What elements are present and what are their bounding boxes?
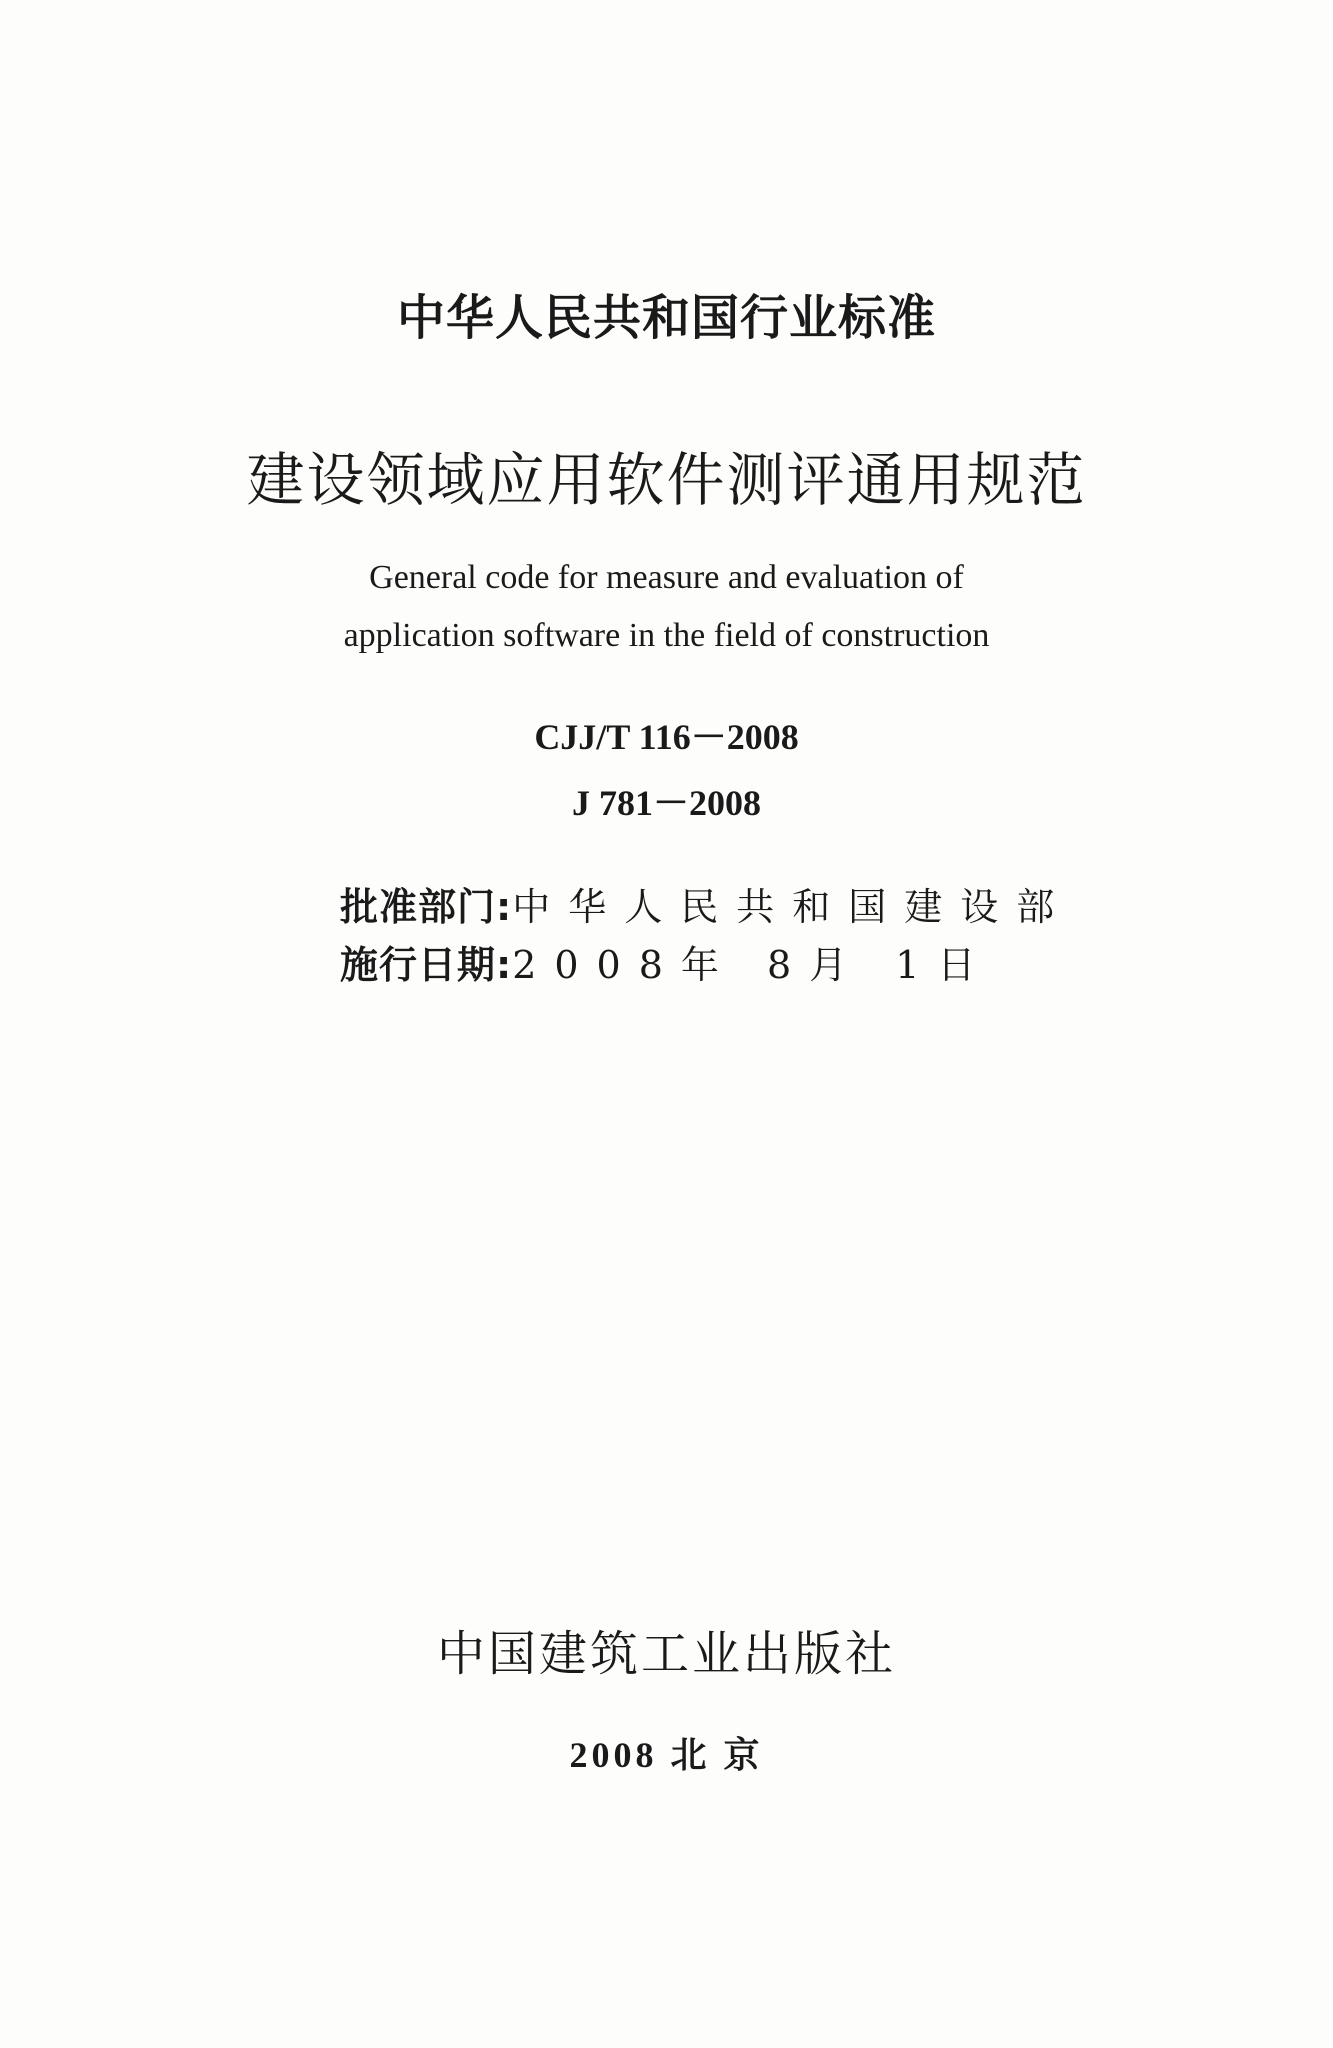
publication-year-place: 2008 北 京	[569, 1735, 764, 1775]
document-title-chinese: 建设领域应用软件测评通用规范	[246, 446, 1087, 514]
standard-code-primary: CJJ/T 116－2008	[534, 717, 799, 757]
publisher-name: 中国建筑工业出版社	[436, 1626, 896, 1682]
effective-date-value: 2008年 8月 1日	[512, 943, 994, 987]
document-title-english-line-2: application software in the field of construction	[343, 617, 990, 654]
standard-series-heading: 中华人民共和国行业标准	[396, 290, 936, 346]
approval-row	[340, 876, 1073, 929]
document-title-english-line-1: General code for measure and evaluation of	[369, 559, 964, 596]
effective-date-label: 施行日期:	[340, 943, 513, 987]
standard-code-secondary: J 781－2008	[571, 783, 761, 823]
approval-label: 批准部门:	[340, 885, 513, 929]
approval-value: 中华人民共和国建设部	[512, 885, 1073, 929]
effective-date-row	[340, 934, 1040, 987]
